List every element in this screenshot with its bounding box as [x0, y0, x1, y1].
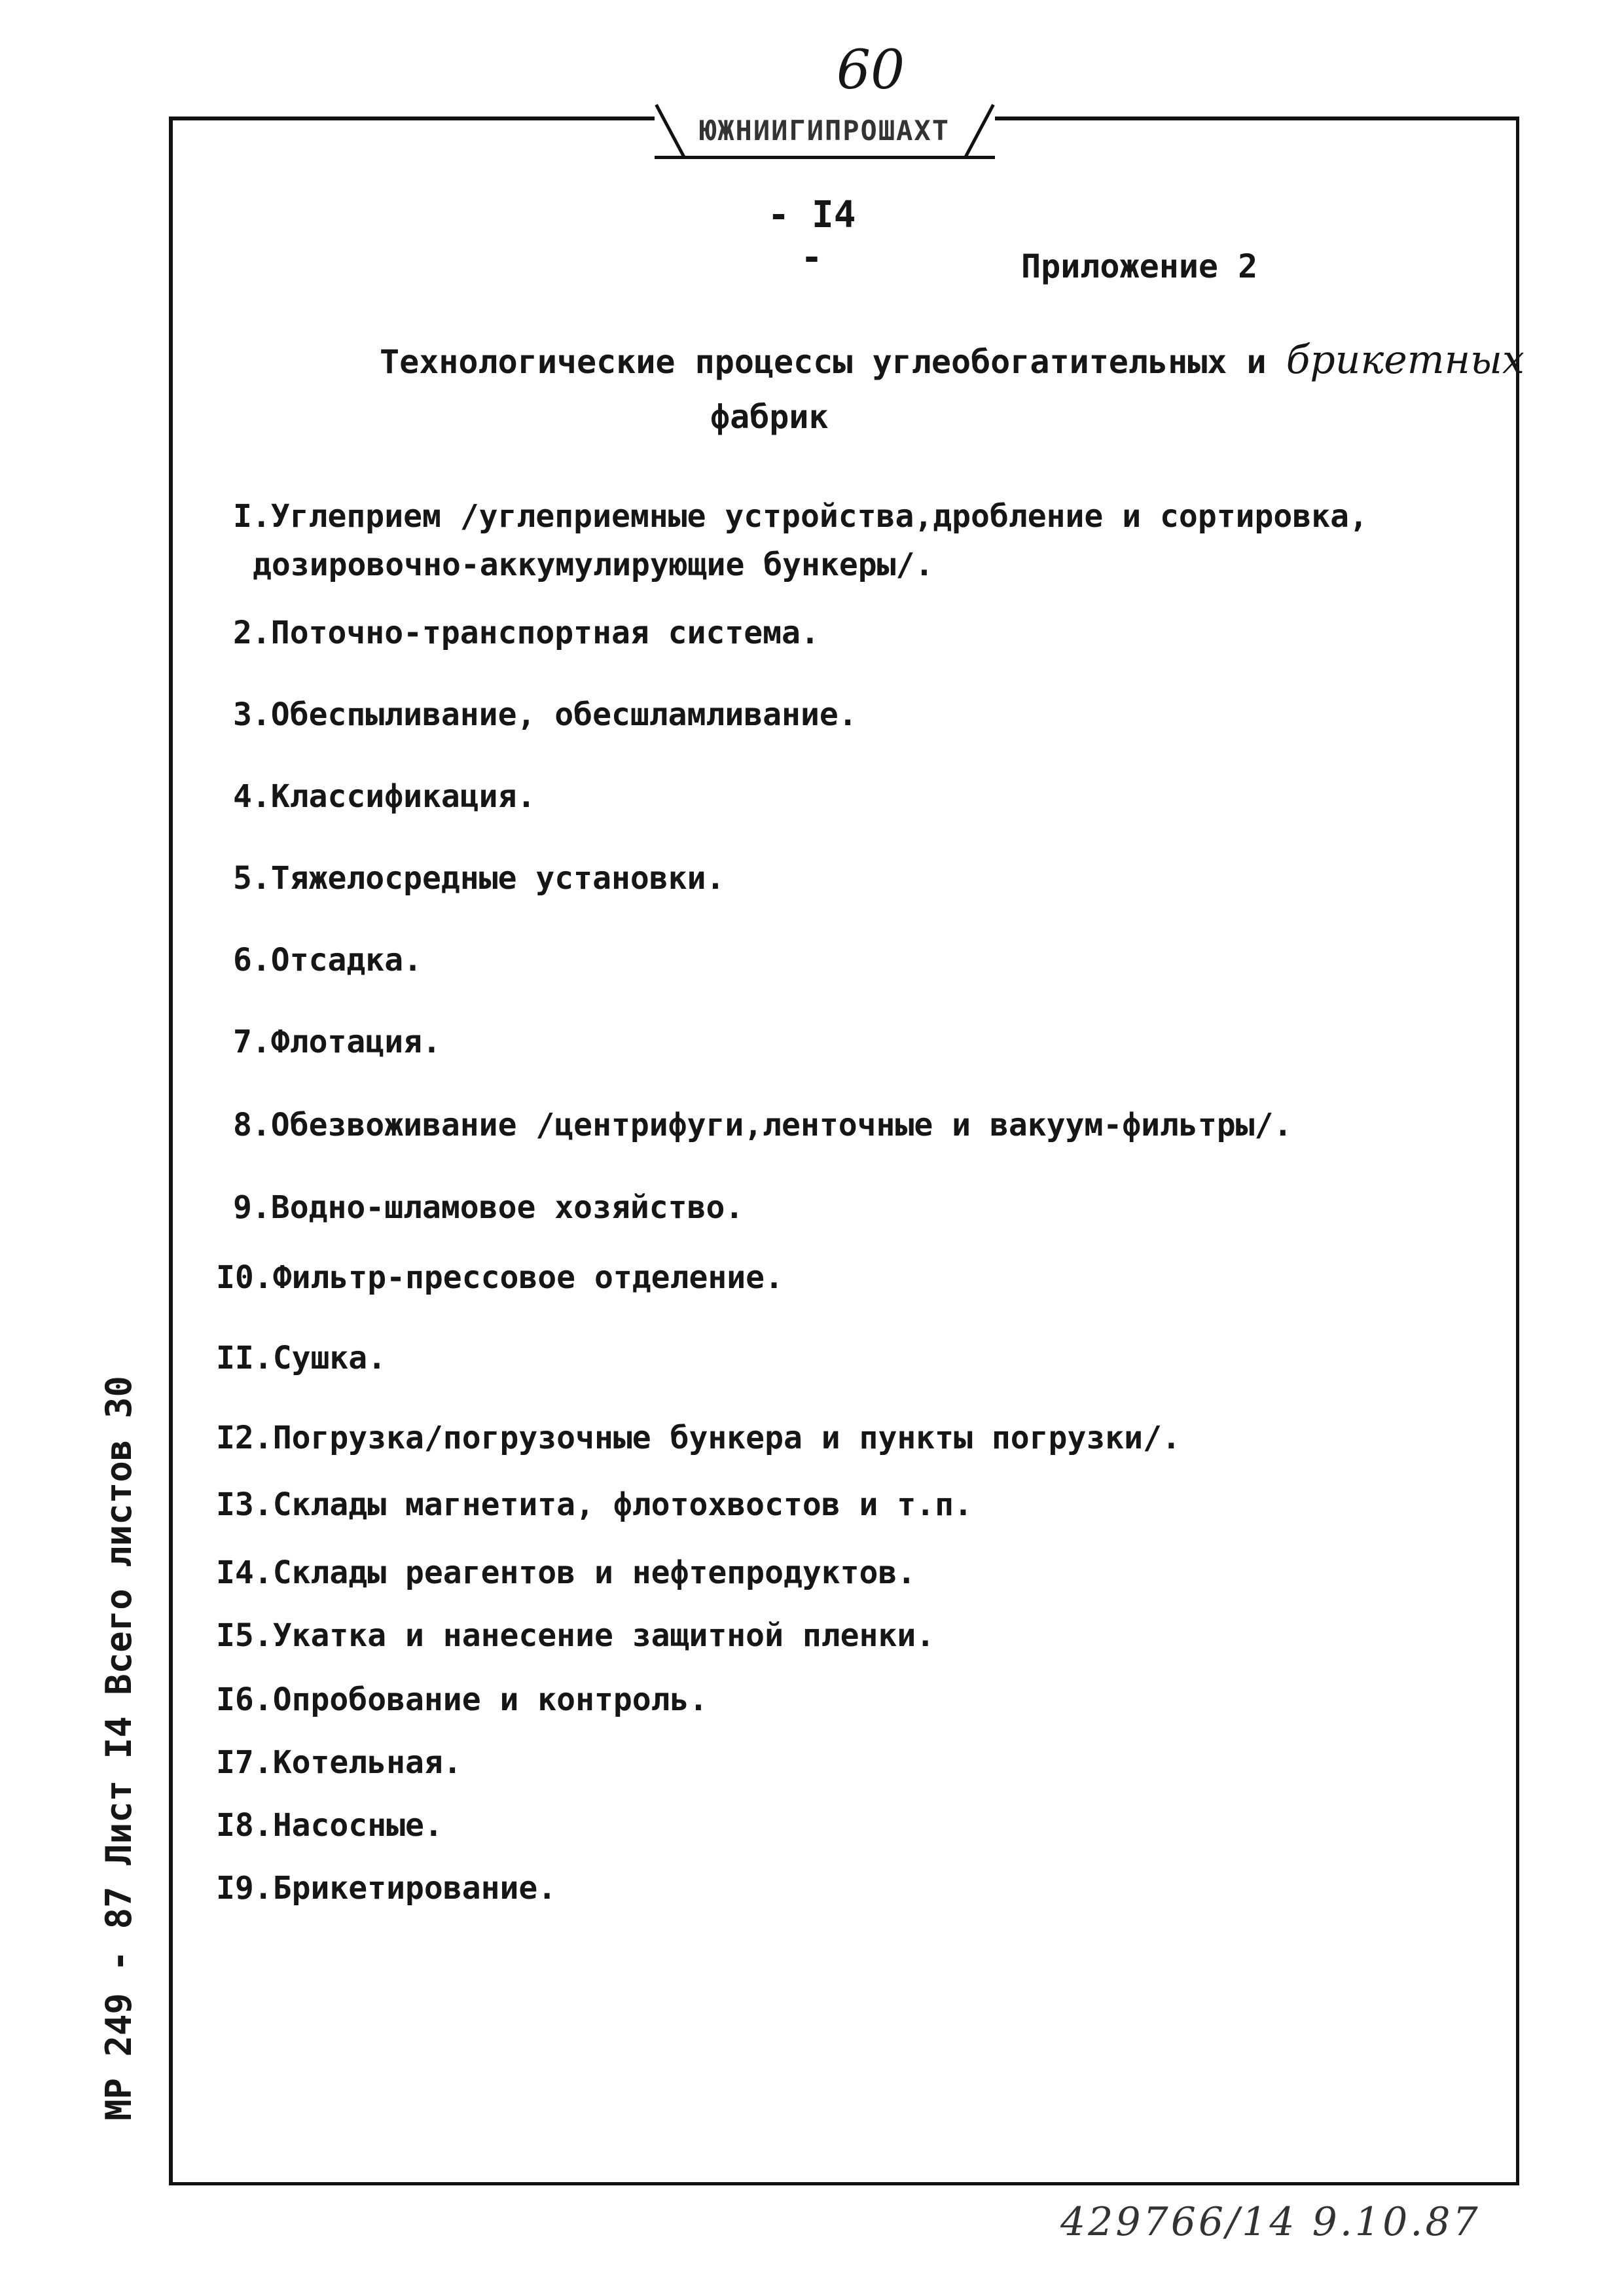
item-number: I. — [233, 498, 271, 535]
list-item — [233, 772, 535, 821]
handwritten-sheet-number: 60 — [836, 39, 905, 101]
title-line-1: Технологические процессы углеобогатительных и — [380, 343, 1267, 381]
item-number: I9. — [216, 1870, 273, 1907]
item-text: Водно-шламовое хозяйство. — [270, 1189, 744, 1226]
item-text: Склады магнетита, флотохвостов и т.п. — [272, 1486, 973, 1523]
item-number: I2. — [216, 1420, 273, 1456]
list-item — [233, 1101, 1292, 1149]
item-text: Обеспыливание, обесшламливание. — [270, 696, 857, 733]
item-number: I0. — [216, 1259, 273, 1296]
list-item — [216, 1414, 1181, 1462]
item-number: 3. — [233, 696, 271, 733]
page-number: - I4 - — [767, 194, 856, 279]
list-item — [216, 1738, 462, 1787]
list-item — [233, 1183, 744, 1232]
item-number: 2. — [233, 615, 271, 651]
item-text: Отсадка. — [270, 942, 422, 978]
item-number: I6. — [216, 1681, 273, 1718]
item-text: Насосные. — [272, 1807, 443, 1844]
item-text: Фильтр-прессовое отделение. — [272, 1259, 784, 1296]
list-item — [233, 609, 820, 657]
item-text: Обезвоживание /центрифуги,ленточные и вакуум-фильтры/. — [270, 1107, 1293, 1143]
item-text: Опробование и контроль. — [272, 1681, 708, 1718]
list-item — [233, 691, 857, 739]
list-item — [216, 1611, 935, 1660]
item-number: I8. — [216, 1807, 273, 1844]
list-item — [216, 1334, 386, 1382]
title-handwritten-word: брикетных — [1286, 337, 1525, 383]
list-item — [233, 936, 422, 984]
item-text: Углеприем /углеприемные устройства,дробление и сортировка, — [270, 498, 1368, 535]
item-number: 4. — [233, 778, 271, 815]
list-item — [233, 1018, 441, 1066]
list-item — [216, 1864, 556, 1912]
item-text: Укатка и нанесение защитной пленки. — [272, 1617, 935, 1654]
title-line-2: фабрик — [710, 398, 829, 436]
document-title — [380, 337, 1525, 383]
list-item — [216, 1549, 916, 1597]
item-number: I5. — [216, 1617, 273, 1654]
appendix-heading: Приложение 2 — [1021, 247, 1258, 285]
item-text: Склады реагентов и нефтепродуктов. — [272, 1554, 916, 1591]
item-number: 8. — [233, 1107, 271, 1143]
item-number: I4. — [216, 1554, 273, 1591]
item-text: Поточно-транспортная система. — [270, 615, 820, 651]
item-text: Тяжелосредные установки. — [270, 860, 725, 897]
list-item — [216, 1801, 443, 1850]
item-text: Котельная. — [272, 1744, 462, 1781]
item-number: I7. — [216, 1744, 273, 1781]
item-text: Сушка. — [272, 1340, 387, 1376]
list-item — [216, 1676, 708, 1724]
item-number: 7. — [233, 1024, 271, 1060]
item-text: Погрузка/погрузочные бункера и пункты погрузки/. — [272, 1420, 1181, 1456]
list-item — [233, 854, 725, 903]
item-number: 5. — [233, 860, 271, 897]
list-item — [216, 1253, 784, 1302]
item-text: Флотация. — [270, 1024, 441, 1060]
item-text-continuation: дозировочно-аккумулирующие бункеры/. — [253, 547, 934, 583]
handwritten-registration-note: 429766/14 9.10.87 — [1060, 2199, 1481, 2245]
item-number: 9. — [233, 1189, 271, 1226]
organization-stamp: ЮЖНИИГИПРОШАХТ — [655, 105, 995, 159]
document-code-margin: МР 249 - 87 Лист I4 Всего листов 30 — [98, 1376, 139, 2121]
item-number: II. — [216, 1340, 273, 1376]
item-number: I3. — [216, 1486, 273, 1523]
item-text: Классификация. — [270, 778, 536, 815]
list-item — [216, 1480, 973, 1529]
item-number: 6. — [233, 942, 271, 978]
item-text: Брикетирование. — [272, 1870, 557, 1907]
list-item — [233, 492, 1368, 589]
